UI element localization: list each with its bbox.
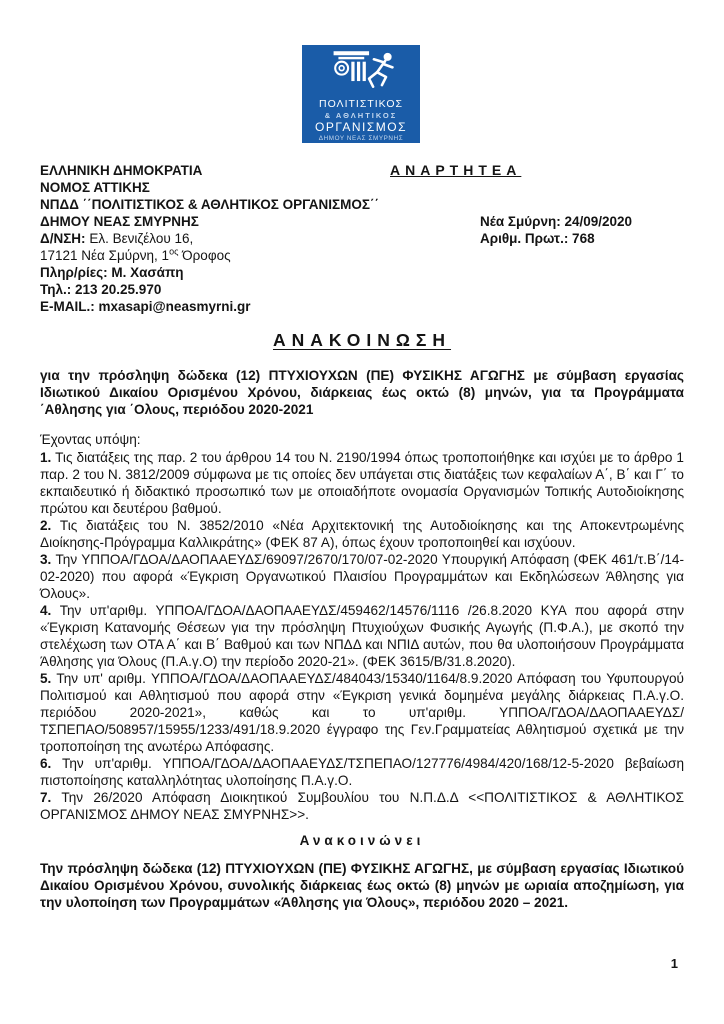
republic-line: ΕΛΛΗΝΙΚΗ ΔΗΜΟΚΡΑΤΙΑ: [40, 163, 203, 178]
protocol-number-line: Αριθμ. Πρωτ.: 768: [480, 231, 595, 246]
item-text: Την υπ'αριθμ. ΥΠΠΟΑ/ΓΔΟΑ/ΔΑΟΠΑΑΕΥΔΣ/ΤΣΠΕΠΑΟ/127776/4984/420/168/12-5-2020 βεβαίωση πιστοποίησης καταλληλότητας υλοποίησης Π.Α.γ.Ο.: [40, 756, 685, 788]
logo-line-2: & ΑΘΛΗΤΙΚΟΣ: [324, 110, 398, 120]
intro-paragraph: για την πρόσληψη δώδεκα (12) ΠΤΥΧΙΟΥΧΩΝ (ΠΕ) ΦΥΣΙΚΗΣ ΑΓΩΓΗΣ με σύμβαση εργασίας Ιδιωτικού Δικαίου Ορισμένου Χρόνου, διάρκειας έως οκτώ (8) μηνών, για τα Προγράμματα ΄Αθλησης για ΄Ολους, περιόδου 2020-2021: [40, 368, 684, 417]
logo-text: [315, 98, 407, 142]
place-date-line: Νέα Σμύρνη: 24/09/2020: [480, 214, 633, 229]
item-text: Την υπ'αριθμ. ΥΠΠΟΑ/ΓΔΟΑ/ΔΑΟΠΑΑΕΥΔΣ/459462/14576/1116 /26.8.2020 ΚΥΑ που αφορά στην «Έγκριση Κατανομής Θέσεων για την πρόσληψη Πτυχιούχων Φυσικής Αγωγής (Π.Φ.Α.), με σκοπό την στελέχωση των ΟΤΑ Α΄ και Β΄ Βαθμού και των ΝΠΔΔ και ΝΠΙΔ αυτών, που θα υλοποιήσουν Προγράμματα Άθλησης για Όλους (Π.Α.γ.Ο) την περίοδο 2020-21». (ΦΕΚ 3615/Β/31.8.2020).: [40, 603, 684, 669]
item-text: Τις διατάξεις του Ν. 3852/2010 «Νέα Αρχιτεκτονική της Αυτοδιοίκησης και της Αποκεντρωμένης Διοίκησης-Πρόγραμμα Καλλικράτης» (ΦΕΚ 87 Α), όπως έχουν τροποποιηθεί και ισχύουν.: [40, 518, 685, 550]
having-regard-line: Έχοντας υπόψη:: [40, 432, 141, 447]
logo-line-3: ΟΡΓΑΝΙΣΜΟΣ: [314, 120, 407, 134]
address2-text: 17121 Νέα Σμύρνη, 1: [40, 248, 170, 263]
address2-suffix: Όροφος: [178, 248, 231, 263]
list-item-7: [40, 789, 684, 823]
list-item-6: [40, 755, 684, 789]
address-value: Ελ. Βενιζέλου 16,: [85, 231, 194, 246]
list-item-3: [40, 551, 684, 602]
municipality-line: ΔΗΜΟΥ ΝΕΑΣ ΣΜΥΡΝΗΣ: [40, 214, 199, 229]
address-line-2: [40, 247, 684, 264]
document-body: [40, 332, 684, 911]
list-item-5: [40, 670, 684, 755]
phone-line: Τηλ.: 213 20.25.970: [40, 282, 162, 297]
contact-person-line: Πληρ/ρίες: Μ. Χασάπη: [40, 265, 184, 280]
prefecture-line: ΝΟΜΟΣ ΑΤΤΙΚΗΣ: [40, 180, 150, 195]
item-text: Την 26/2020 Απόφαση Διοικητικού Συμβουλίου του Ν.Π.Δ.Δ <<ΠΟΛΙΤΙΣΤΙΚΟΣ & ΑΘΛΗΤΙΚΟΣ ΟΡΓΑΝΙΣΜΟΣ ΔΗΜΟΥ ΝΕΑΣ ΣΜΥΡΝΗΣ>>.: [40, 790, 685, 822]
document-title-text: ΑΝΑΚΟΙΝΩΣΗ: [272, 330, 452, 350]
logo-line-1: ΠΟΛΙΤΙΣΤΙΚΟΣ: [319, 98, 403, 110]
announces-heading: Ανακοινώνει: [299, 833, 425, 848]
page-number: 1: [670, 956, 678, 971]
closing-paragraph: Την πρόσληψη δώδεκα (12) ΠΤΥΧΙΟΥΧΩΝ (ΠΕ) ΦΥΣΙΚΗΣ ΑΓΩΓΗΣ, με σύμβαση εργασίας Ιδιωτικού Δικαίου Ορισμένου Χρόνου, συνολικής διάρκειας έως οκτώ (8) μηνών με ωριαία αποζημίωση, για την υλοποίηση των Προγραμμάτων «Άθλησης για Όλους», περιόδου 2020 – 2021.: [40, 861, 684, 910]
item-text: Την ΥΠΠΟΑ/ΓΔΟΑ/ΔΑΟΠΑΑΕΥΔΣ/69097/2670/170/07-02-2020 Υπουργική Απόφαση (ΦΕΚ 461/τ.Β΄/14-02-2020) που αφορά «Έγκριση Οργανωτικού Πλαισίου Προγραμμάτων και Εκδηλώσεων Άθλησης για Όλους».: [40, 552, 684, 601]
item-number: 1.: [40, 450, 52, 465]
column-and-runner-icon: [310, 48, 412, 98]
list-item-1: [40, 449, 684, 517]
floor-superscript: ος: [169, 246, 179, 257]
organization-logo: [302, 45, 420, 143]
item-number: 2.: [40, 518, 52, 533]
item-number: 4.: [40, 603, 52, 618]
address-label: Δ/ΝΣΗ:: [40, 231, 86, 246]
item-number: 7.: [40, 790, 52, 805]
anartitea-stamp: ΑΝΑΡΤΗΤΕΑ: [390, 162, 522, 178]
item-number: 5.: [40, 671, 52, 686]
document-title: [40, 332, 684, 349]
item-number: 6.: [40, 756, 52, 771]
item-text: Την υπ' αριθμ. ΥΠΠΟΑ/ΓΔΟΑ/ΔΑΟΠΑΑΕΥΔΣ/484043/15340/1164/8.9.2020 Απόφαση του Υφυπουργού Πολιτισμού και Αθλητισμού που αφορά στην «Έγκριση γενικά δομημένα μεγάλης διάρκειας Π.Α.γ.Ο. περιόδου 2020-2021», καθώς και το υπ'αριθμ. ΥΠΠΟΑ/ΓΔΟΑ/ΔΑΟΠΑΑΕΥΔΣ/ΤΣΠΕΠΑΟ/508957/15955/1233/491/18.9.2020 έγγραφο της Γεν.Γραμματείας Αθλητισμού σχετικά με την τροποποίηση της ανωτέρω Απόφασης.: [40, 671, 684, 754]
logo-line-4: ΔΗΜΟΥ ΝΕΑΣ ΣΜΥΡΝΗΣ: [318, 135, 404, 142]
entity-line: ΝΠΔΔ ΄΄ΠΟΛΙΤΙΣΤΙΚΟΣ & ΑΘΛΗΤΙΚΟΣ ΟΡΓΑΝΙΣΜΟΣ΄΄: [40, 197, 379, 212]
email-line: E-MAIL.: mxasapi@neasmyrni.gr: [40, 299, 251, 314]
letterhead: [40, 162, 684, 322]
list-item-2: [40, 517, 684, 551]
list-item-4: [40, 602, 684, 670]
item-number: 3.: [40, 552, 52, 567]
item-text: Τις διατάξεις της παρ. 2 του άρθρου 14 του Ν. 2190/1994 όπως τροποποιήθηκε και ισχύει με το άρθρο 1 παρ. 2 του Ν. 3812/2009 σύμφωνα με τις οποίες δεν υπάγεται στις διατάξεις των κεφαλαίων Α΄, Β΄ και Γ΄ το εκπαιδευτικό ή διδακτικό προσωπικό των με οποιαδήποτε ονομασία Οργανισμών Τοπικής Αυτοδιοίκησης πρώτου και δευτέρου βαθμού.: [40, 450, 684, 516]
